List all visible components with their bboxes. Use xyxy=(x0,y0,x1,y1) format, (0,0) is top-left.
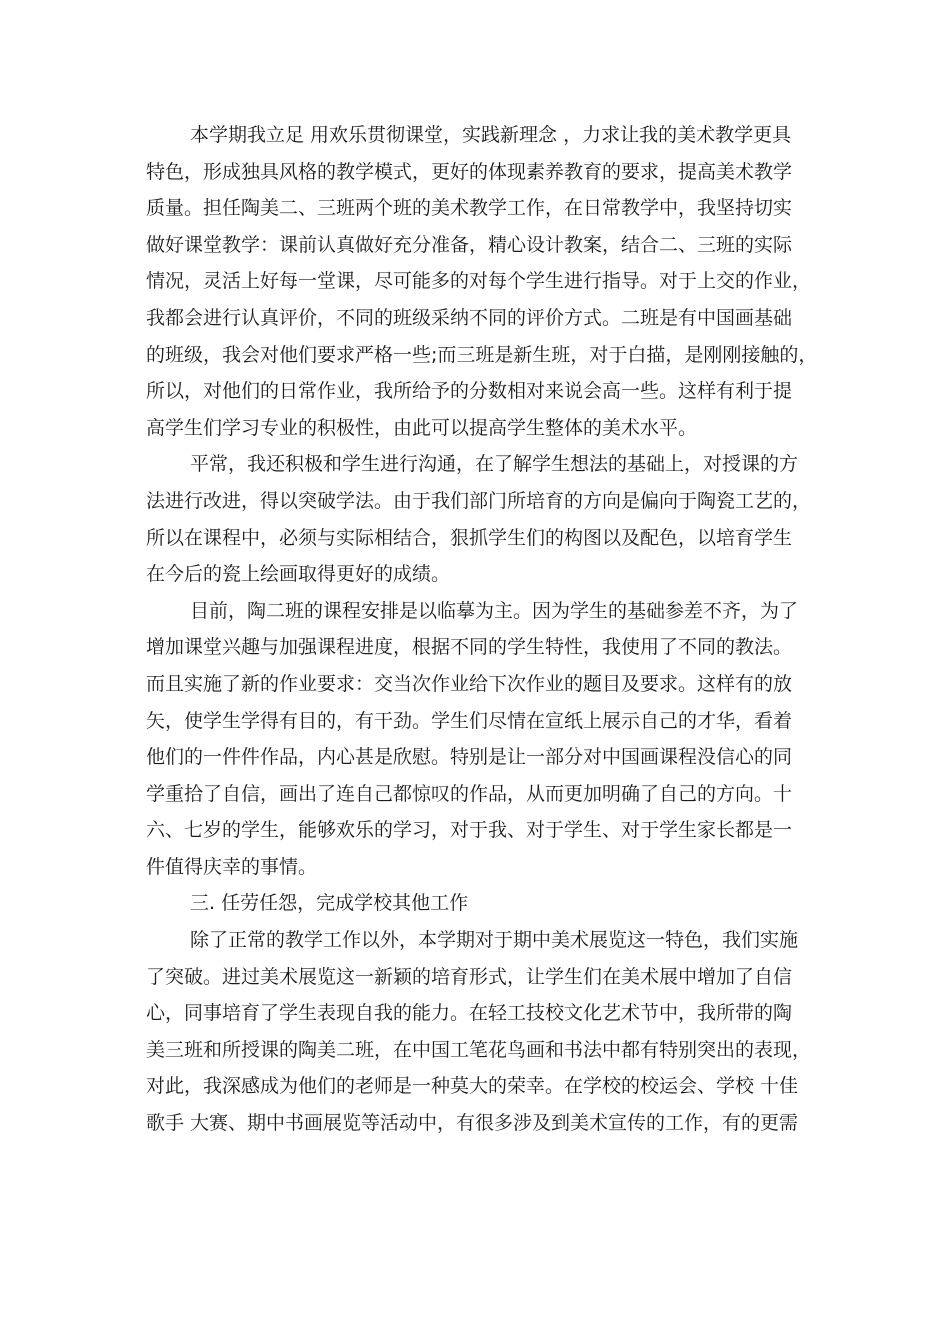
paragraph-line: 情况，灵活上好每一堂课，尽可能多的对每个学生进行指导。对于上交的作业， xyxy=(146,270,812,293)
paragraph-line: 对此，我深感成为他们的老师是一种莫大的荣幸。在学校的校运会、学校 十佳 xyxy=(146,1075,799,1098)
paragraph-line: 所以，对他们的日常作业，我所给予的分数相对来说会高一些。这样有利于提 xyxy=(146,380,793,403)
paragraph-line: 矢，使学生学得有目的，有干劲。学生们尽情在宣纸上展示自己的才华，看着 xyxy=(146,709,793,732)
paragraph-line: 件值得庆幸的事情。 xyxy=(146,855,318,878)
paragraph-line: 平常，我还积极和学生进行沟通，在了解学生想法的基础上，对授课的方 xyxy=(190,453,799,476)
paragraph-line: 而且实施了新的作业要求：交当次作业给下次作业的题目及要求。这样有的放 xyxy=(146,672,793,695)
paragraph-line: 在今后的瓷上绘画取得更好的成绩。 xyxy=(146,563,451,586)
paragraph-line: 除了正常的教学工作以外，本学期对于期中美术展览这一特色，我们实施 xyxy=(190,929,799,952)
paragraph-line: 做好课堂教学：课前认真做好充分准备，精心设计教案，结合二、三班的实际 xyxy=(146,233,793,256)
paragraph-line: 我都会进行认真评价，不同的班级采纳不同的评价方式。二班是有中国画基础 xyxy=(146,306,793,329)
paragraph-line: 心，同事培育了学生表现自我的能力。在轻工技校文化艺术节中，我所带的陶 xyxy=(146,1002,793,1025)
paragraph-line: 法进行改进，得以突破学法。由于我们部门所培育的方向是偏向于陶瓷工艺的， xyxy=(146,489,812,512)
paragraph-line: 歌手 大赛、期中书画展览等活动中，有很多涉及到美术宣传的工作，有的更需 xyxy=(146,1112,799,1135)
paragraph-line: 增加课堂兴趣与加强课程进度，根据不同的学生特性，我使用了不同的教法。 xyxy=(146,636,793,659)
document-body xyxy=(146,117,826,1142)
paragraph-line: 质量。担任陶美二、三班两个班的美术教学工作，在日常教学中，我坚持切实 xyxy=(146,197,793,220)
section-heading: 三. 任劳任怨，完成学校其他工作 xyxy=(190,892,469,915)
paragraph-line: 高学生们学习专业的积极性，由此可以提高学生整体的美术水平。 xyxy=(146,416,698,439)
paragraph-line: 特色，形成独具风格的教学模式，更好的体现素养教育的要求，提高美术教学 xyxy=(146,160,793,183)
paragraph-line: 学重拾了自信，画出了连自己都惊叹的作品，从而更加明确了自己的方向。十 xyxy=(146,782,793,805)
paragraph-line: 的班级，我会对他们要求严格一些;而三班是新生班，对于白描，是刚刚接触的， xyxy=(146,343,818,366)
paragraph-line: 他们的一件件作品，内心甚是欣慰。特别是让一部分对中国画课程没信心的同 xyxy=(146,746,793,769)
paragraph-line: 六、七岁的学生，能够欢乐的学习，对于我、对于学生、对于学生家长都是一 xyxy=(146,819,793,842)
paragraph-line: 美三班和所授课的陶美二班，在中国工笔花鸟画和书法中都有特别突出的表现， xyxy=(146,1038,812,1061)
paragraph-line: 本学期我立足 用欢乐贯彻课堂，实践新理念 ，力求让我的美术教学更具 xyxy=(190,124,792,146)
paragraph-line: 目前，陶二班的课程安排是以临摹为主。因为学生的基础参差不齐，为了 xyxy=(190,599,799,622)
paragraph-line: 所以在课程中，必须与实际相结合，狠抓学生们的构图以及配色，以培育学生 xyxy=(146,526,793,549)
paragraph-line: 了突破。进过美术展览这一新颖的培育形式，让学生们在美术展中增加了自信 xyxy=(146,965,793,988)
